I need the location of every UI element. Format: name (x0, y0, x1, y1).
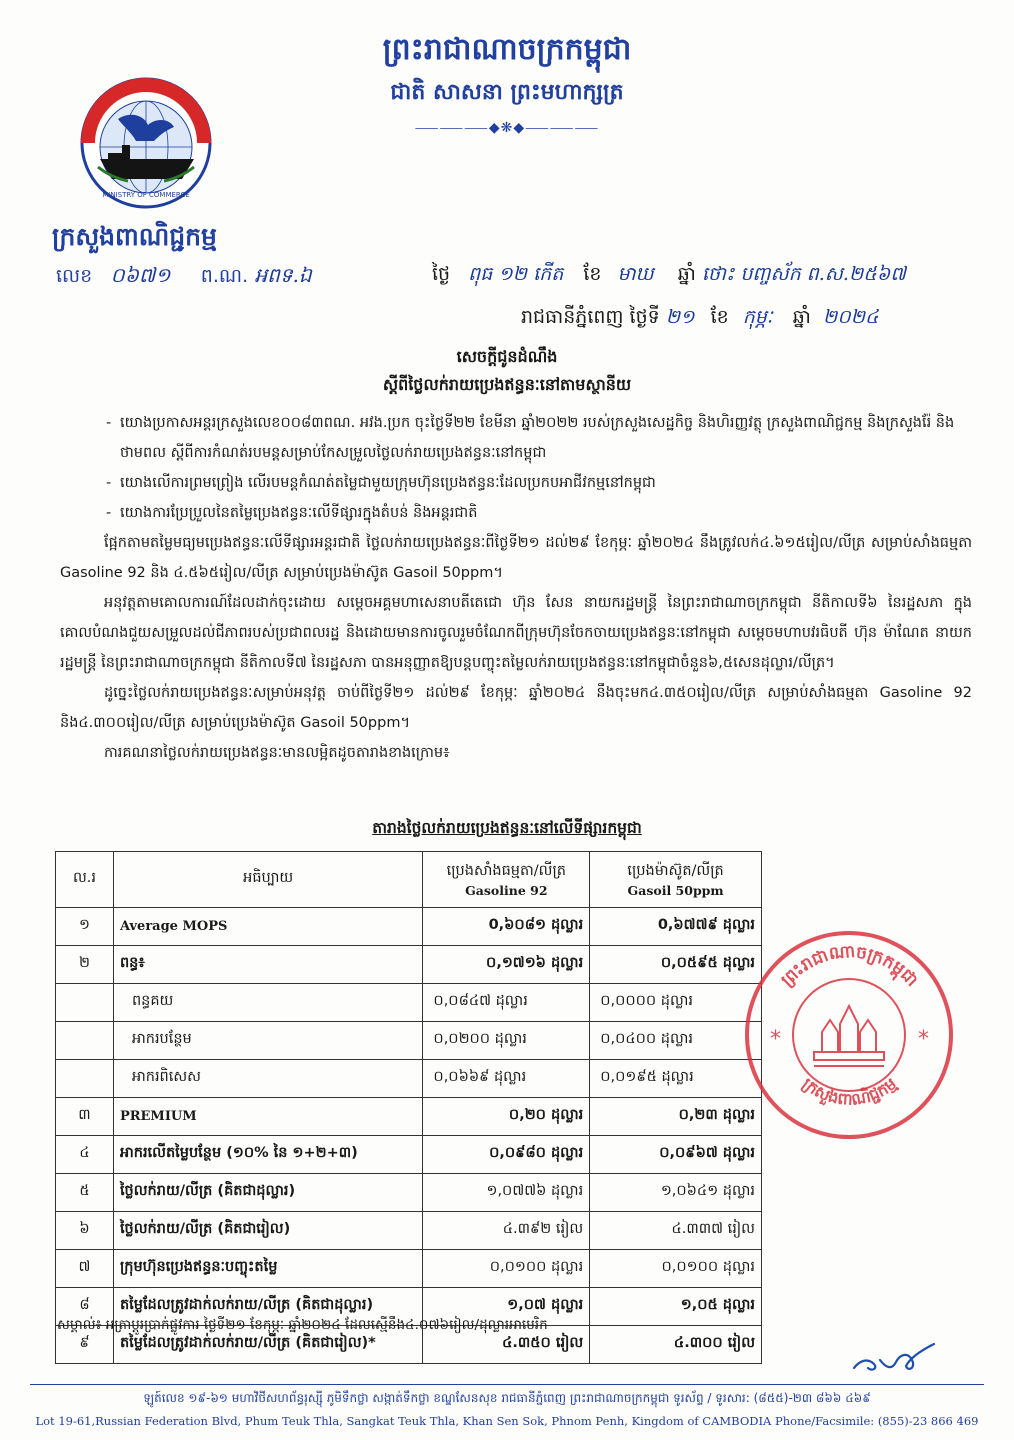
table-title: តារាងថ្លៃលក់រាយប្រេងឥន្ធនៈនៅលើទីផ្សារកម្ពុជា (372, 819, 642, 837)
exchange-rate-note: សម្គាល់៖ អត្រាប្តូរប្រាក់ផ្លូវការ ថ្ងៃទី២១ ខែកុម្ភៈ ឆ្នាំ២០២៤ ដែលស្មើនឹង៤.០៧៦រៀល/ដុល្លារអាមេរិក (57, 1317, 548, 1333)
document-subject: ស្តីពីថ្លៃលក់រាយប្រេងឥន្ធនៈនៅតាមស្ថានីយ (382, 375, 632, 394)
solar-place: រាជធានីភ្នំពេញ ថ្ងៃទី (521, 306, 660, 328)
table-header-row (56, 852, 762, 908)
lunar-month: មាឃ (617, 263, 654, 285)
lunar-year: ថោះ បញ្ចស័ក ព.ស.២៥៦៧ (701, 263, 906, 285)
header-ornament: ⸺⸺⸺◆❋◆⸺⸺⸺ (414, 120, 600, 136)
footer-address-english: Lot 19-61,Russian Federation Blvd, Phum Teuk Thla, Sangkat Teuk Thla, Khan Sen Sok, Phnom Penh, Kingdom of CAMBODIA Phone/Facsimile: (855)-23 866 469 (35, 1414, 979, 1428)
table-row: ៣ PREMIUM ០,២០ ដុល្លារ ០,២៣ ដុល្លារ (56, 1098, 762, 1136)
lunar-month-label: ខែ (583, 263, 602, 285)
solar-month-label: ខែ (710, 306, 729, 328)
solar-year-label: ឆ្នាំ (792, 306, 811, 328)
seal-star-icon: * (770, 1027, 781, 1052)
ministry-name: ក្រសួងពាណិជ្ជកម្ម (52, 222, 217, 251)
document-body (60, 408, 972, 768)
table-row: ២ ពន្ធ៖ ០,១៧១៦ ដុល្លារ ០,០៥៩៥ ដុល្លារ (56, 946, 762, 984)
table-row: អាករពិសេស ០,០៦៦៩ ដុល្លារ ០,០១៩៥ ដុល្លារ (56, 1060, 762, 1098)
lunar-day: ពុធ ១២ កើត (468, 263, 564, 285)
official-seal (742, 928, 957, 1143)
footer-divider (30, 1384, 984, 1385)
table-row: ៧ ក្រុមហ៊ុនប្រេងឥន្ធនៈបញ្ចុះតម្លៃ ០,០១០០ ដុល្លារ ០,០១០០ ដុល្លារ (56, 1250, 762, 1288)
solar-date (521, 305, 879, 333)
seal-star-icon: * (918, 1027, 929, 1052)
table-row: ៦ ថ្លៃលក់រាយ/លីត្រ (គិតជារៀល) ៤.៣៩២ រៀល ៤.៣៣៧ រៀល (56, 1212, 762, 1250)
header-description: អធិប្បាយ (113, 852, 422, 908)
footer-address-khmer: ឡូត៍លេខ ១៩-៦១ មហាវិថីសហព័ន្ធរុស្ស៊ី ភូមិទឹកថ្លា សង្កាត់ទឹកថ្លា ខណ្ឌសែនសុខ រាជធានីភ្នំពេញ ព្រះរាជាណាចក្រកម្ពុជា ទូរស័ព្ទ / ទូរសារ: (៨៥៥)-២៣ ៨៦៦ ៤៦៩ (143, 1391, 871, 1405)
lunar-date (432, 262, 906, 290)
ministry-logo (78, 75, 214, 215)
table-row: ៥ ថ្លៃលក់រាយ/លីត្រ (គិតជាដុល្លារ) ១,០៧៧៦ ដុល្លារ ១,០៦៤១ ដុល្លារ (56, 1174, 762, 1212)
reference-suffix: អពទ.ឯ (254, 263, 312, 287)
reference-number-value: ០៦៧១ (110, 263, 171, 287)
lunar-day-label: ថ្ងៃ (432, 263, 451, 285)
reference-bullet: - យោងលើការព្រមព្រៀង លើរបមន្តកំណត់តម្លៃជាមួយក្រុមហ៊ុនប្រេងឥន្ធនៈដែលប្រកបអាជីវកម្មនៅកម្ពុជា (60, 468, 972, 498)
reference-bullet: - យោងប្រកាសអន្តរក្រសួងលេខ០០៨៣ពណ. អវង.ប្រក ចុះថ្ងៃទី២២ ខែមីនា ឆ្នាំ២០២២ របស់ក្រសួងសេដ្ឋកិច្ច និងហិរញ្ញវត្ថុ ក្រសួងពាណិជ្ជកម្ម និងក្រសួងរ៉ែ និងថាមពល ស្តីពីការកំណត់របមន្តសម្រាប់កែសម្រួលថ្លៃលក់រាយប្រេងឥន្ធនៈនៅកម្ពុជា (60, 408, 972, 468)
reference-label: លេខ (56, 265, 93, 287)
table-row: ១ Average MOPS 0,៦០៨១ ដុល្លារ 0,៦៧៧៩ ដុល្លារ (56, 908, 762, 946)
document-title: សេចក្តីជូនដំណឹង (456, 347, 558, 366)
logo-text: MINISTRY OF COMMERCE (102, 191, 190, 199)
body-paragraph: ផ្អែកតាមតម្លៃមធ្យមប្រេងឥន្ធនៈលើទីផ្សារអន្តរជាតិ ថ្លៃលក់រាយប្រេងឥន្ធនៈពីថ្ងៃទី២១ ដល់២៩ ខែកុម្ភៈ ឆ្នាំ២០២៤ នឹងត្រូវលក់៤.៦១៥រៀល/លីត្រ សម្រាប់សាំងធម្មតា Gasoline 92 និង ៤.៥៦៥រៀល/លីត្រ សម្រាប់ប្រេងម៉ាស៊ូត Gasoil 50ppm។ (60, 535, 972, 581)
signature (850, 1338, 940, 1378)
table-row: ពន្ធគយ ០,០៨៤៧ ដុល្លារ ០,០០០០ ដុល្លារ (56, 984, 762, 1022)
body-paragraph: ដូច្នេះថ្លៃលក់រាយប្រេងឥន្ធនៈសម្រាប់អនុវត្ត ចាប់ពីថ្ងៃទី២១ ដល់២៩ ខែកុម្ភៈ ឆ្នាំ២០២៤ នឹងចុះមក៤.៣៥០រៀល/លីត្រ សម្រាប់សាំងធម្មតា Gasoline 92 និង៤.៣០០រៀល/លីត្រ សម្រាប់ប្រេងម៉ាស៊ូត Gasoil 50ppm។ (60, 685, 972, 731)
header-gasoline: ប្រេងសាំងធម្មតា/លីត្រ Gasoline 92 (423, 852, 590, 908)
reference-code: ព.ណ. (200, 265, 249, 287)
solar-day: ២១ (665, 306, 695, 328)
body-paragraph: អនុវត្តតាមគោលការណ៍ដែលដាក់ចុះដោយ សម្តេចអគ្គមហាសេនាបតីតេជោ ហ៊ុន សែន នាយករដ្ឋមន្ត្រី នៃព្រះរាជាណាចក្រកម្ពុជា នីតិកាលទី៦ នៃរដ្ឋសភា ក្នុងគោលបំណងជួយសម្រួលដល់ជីភាពរបស់ប្រជាពលរដ្ឋ និងដោយមានការចូលរួមចំណែកពីក្រុមហ៊ុនចែកចាយប្រេងឥន្ធនៈនៅកម្ពុជា សម្តេចមហាបវរធិបតី ហ៊ុន ម៉ាណែត នាយករដ្ឋមន្ត្រី នៃព្រះរាជាណាចក្រកម្ពុជា នីតិកាលទី៧ នៃរដ្ឋសភា បានអនុញ្ញាតឱ្យបន្តបញ្ចុះតម្លៃលក់រាយប្រេងឥន្ធនៈនៅកម្ពុជាចំនួន៦,៥សេនដុល្លារ/លីត្រ។ (60, 595, 972, 671)
body-paragraph: ការគណនាថ្លៃលក់រាយប្រេងឥន្ធនៈមានលម្អិតដូចតារាងខាងក្រោម៖ (104, 745, 450, 761)
table-row: អាករបន្ថែម ០,០២០០ ដុល្លារ ០,០៤០០ ដុល្លារ (56, 1022, 762, 1060)
header-no: ល.រ (56, 852, 114, 908)
reference-bullet: - យោងការប្រែប្រួលនៃតម្លៃប្រេងឥន្ធនៈលើទីផ្សារក្នុងតំបន់ និងអន្តរជាតិ (60, 498, 972, 528)
svg-text:ក្រសួងពាណិជ្ជកម្ម (798, 1074, 900, 1109)
header-kingdom: ព្រះរាជាណាចក្រកម្ពុជា (382, 32, 632, 67)
price-table (55, 851, 762, 1364)
lunar-year-label: ឆ្នាំ (677, 263, 696, 285)
header-diesel: ប្រេងម៉ាស៊ូត/លីត្រ Gasoil 50ppm (590, 852, 762, 908)
table-row: ៤ អាករលើតម្លៃបន្ថែម (១០% នៃ ១+២+៣) ០,០៩៨០ ដុល្លារ ០,០៩៦៧ ដុល្លារ (56, 1136, 762, 1174)
table-row: ៩ តម្លៃដែលត្រូវដាក់លក់រាយ/លីត្រ (គិតជារៀល)* ៤.៣៥០ រៀល ៤.៣០០ រៀល (56, 1326, 762, 1364)
solar-month: កុម្ភៈ (742, 306, 773, 328)
solar-year: ២០២៤ (822, 306, 879, 328)
temple-icon (814, 1006, 884, 1066)
header-motto: ជាតិ សាសនា ព្រះមហាក្សត្រ (390, 79, 624, 105)
reference-number (56, 262, 312, 292)
table-row: ៨ តម្លៃដែលត្រូវដាក់លក់រាយ/លីត្រ (គិតជាដុល្លារ) ១,០៧ ដុល្លារ ១,០៥ ដុល្លារ (56, 1288, 762, 1326)
seal-bottom-text: ក្រសួងពាណិជ្ជកម្ម (798, 1073, 901, 1110)
seal-top-text: ព្រះរាជាណាចក្រកម្ពុជា (777, 941, 922, 991)
